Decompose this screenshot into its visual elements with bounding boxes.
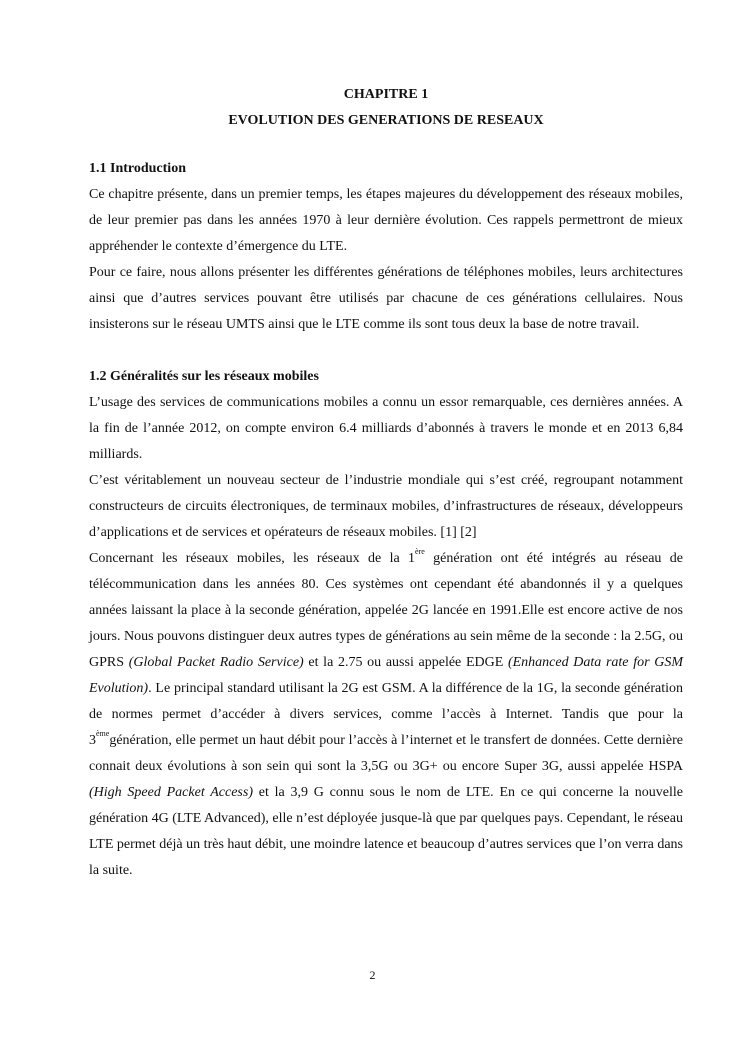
paragraph: C’est véritablement un nouveau secteur de l’industrie mondiale qui s’est créé, regroupant notamment constructeurs de circuits électroniques, de terminaux mobiles, d’infrastructures de réseaux, développeurs d’applications et de services et opérateurs de réseaux mobiles. [1] [2] <box>89 473 683 540</box>
paragraph: Pour ce faire, nous allons présenter les différentes générations de téléphones mobiles, leurs architectures ainsi que d’autres services pouvant être utilisés par chacune de ces générations cellulaires. Nous insisterons sur le réseau UMTS ainsi que le LTE comme ils sont tous deux la base de notre travail. <box>89 265 683 332</box>
section-heading-generalites: 1.2 Généralités sur les réseaux mobiles <box>89 369 319 384</box>
chapter-title: EVOLUTION DES GENERATIONS DE RESEAUX <box>228 113 544 128</box>
paragraph: Ce chapitre présente, dans un premier temps, les étapes majeures du développement des réseaux mobiles, de leur premier pas dans les années 1970 à leur dernière évolution. Ces rappels permettront de mieux appréhender le contexte d’émergence du LTE. <box>89 187 683 254</box>
document-page <box>89 86 683 884</box>
paragraph: L’usage des services de communications mobiles a connu un essor remarquable, ces dernières années. A la fin de l’année 2012, on compte environ 6.4 milliards d’abonnés à travers le monde et en 2013 6,84 milliards. <box>89 395 683 462</box>
paragraph: Concernant les réseaux mobiles, les réseaux de la 1ère génération ont été intégrés au réseau de télécommunication dans les années 80. Ces systèmes ont cependant été abandonnés il y a quelques années laissant la place à la seconde génération, appelée 2G lancée en 1991.Elle est encore active de nos jours. Nous pouvons distinguer deux autres types de générations au sein même de la seconde : la 2.5G, ou GPRS (Global Packet Radio Service) et la 2.75 ou aussi appelée EDGE (Enhanced Data rate for GSM Evolution). Le principal standard utilisant la 2G est GSM. A la différence de la 1G, la seconde génération de normes permet d’accéder à divers services, comme l’accès à Internet. Tandis que pour la 3èmegénération, elle permet un haut débit pour l’accès à l’internet et le transfert de données. Cette dernière connait deux évolutions à son sein qui sont la 3,5G ou 3G+ ou encore Super 3G, aussi appelée HSPA (High Speed Packet Access) et la 3,9 G connu sous le nom de LTE. En ce qui concerne la nouvelle génération 4G (LTE Advanced), elle n’est déployée jusque-là que par quelques pays. Cependant, le réseau LTE permet déjà un très haut débit, une moindre latence et beaucoup d’autres services que l’on verra dans la suite. <box>89 547 684 878</box>
page-number: 2 <box>369 968 376 982</box>
chapter-label: CHAPITRE 1 <box>343 87 429 102</box>
section-heading-introduction: 1.1 Introduction <box>89 161 186 176</box>
